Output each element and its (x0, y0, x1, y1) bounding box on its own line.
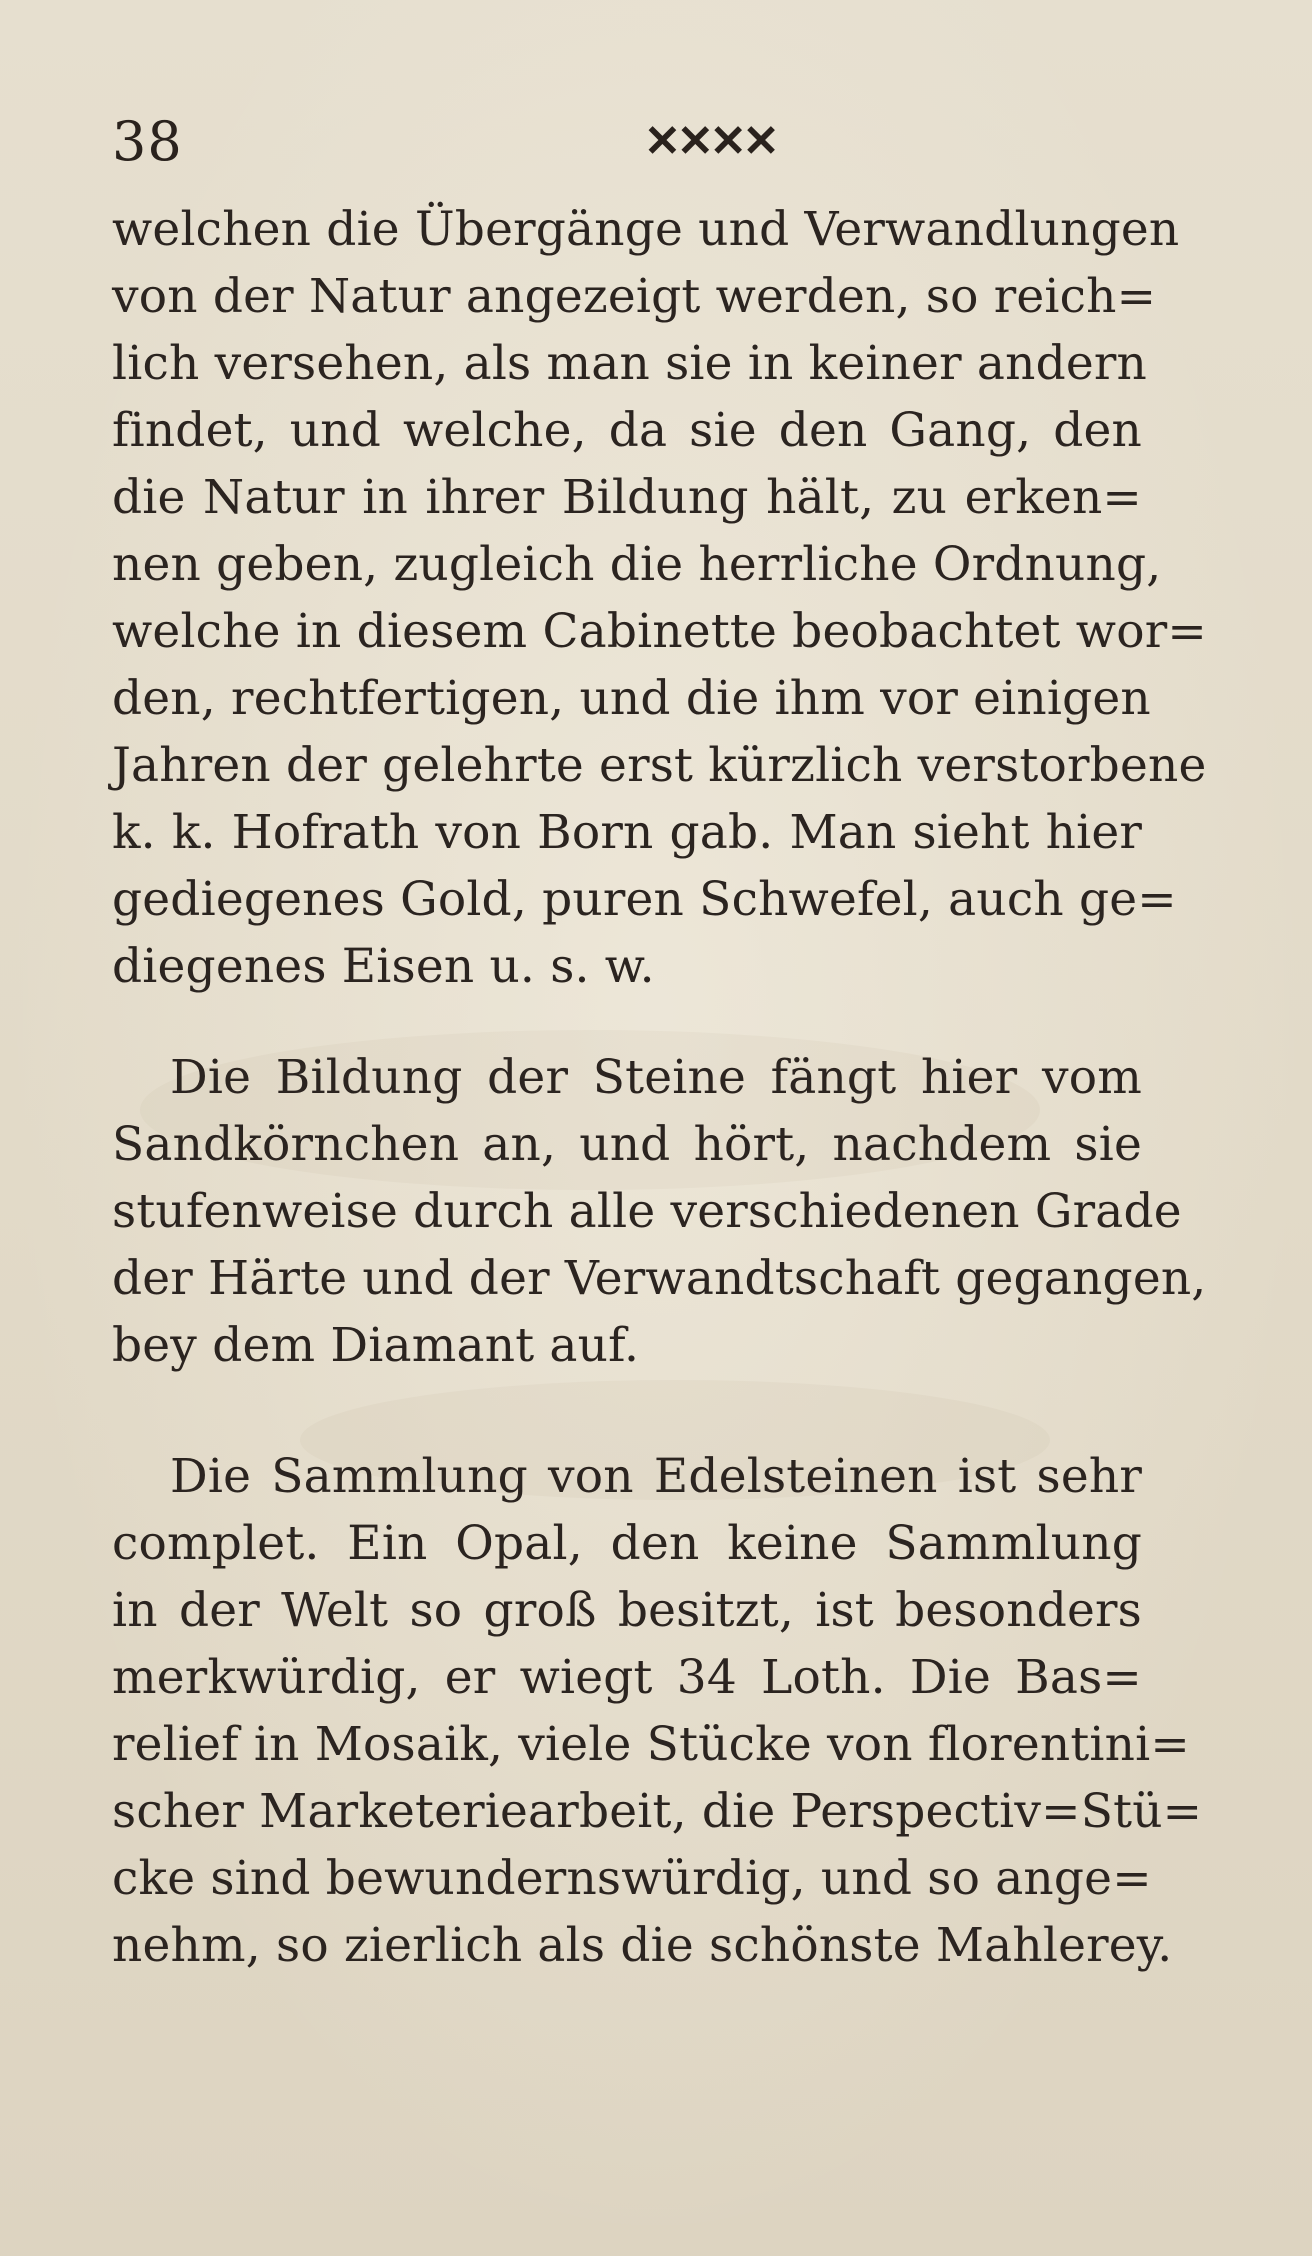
text-line: der Härte und der Verwandtschaft gegangen, (112, 1251, 1207, 1306)
text-line: welchen die Übergänge und Verwandlungen (112, 202, 1180, 257)
text-line: scher Marketeriearbeit, die Perspectiv=Stü= (112, 1784, 1203, 1839)
text-line: diegenes Eisen u. s. w. (112, 939, 655, 994)
text-line: cke sind bewundernswürdig, und so ange= (112, 1851, 1152, 1906)
text-line: findet, und welche, da sie den Gang, den (112, 403, 1142, 458)
page-number: 38 (112, 110, 183, 173)
text-line: relief in Mosaik, viele Stücke von florentini= (112, 1717, 1190, 1772)
header-ornament: ✕✕✕✕ (644, 116, 776, 167)
text-line: bey dem Diamant auf. (112, 1318, 640, 1373)
text-line: den, rechtfertigen, und die ihm vor einigen (112, 671, 1151, 726)
page-header (112, 110, 1200, 180)
text-line: Die Bildung der Steine fängt hier vom (170, 1050, 1142, 1105)
text-line: Sandkörnchen an, und hört, nachdem sie (112, 1117, 1142, 1172)
paragraph-2 (112, 1044, 1207, 1379)
text-line: von der Natur angezeigt werden, so reich= (112, 269, 1157, 324)
text-line: nehm, so zierlich als die schönste Mahlerey. (112, 1918, 1173, 1973)
text-line: complet. Ein Opal, den keine Sammlung (112, 1516, 1142, 1571)
paragraph-1 (112, 196, 1207, 1000)
text-line: nen geben, zugleich die herrliche Ordnung, (112, 537, 1162, 592)
text-line: Die Sammlung von Edelsteinen ist sehr (170, 1449, 1142, 1504)
text-line: k. k. Hofrath von Born gab. Man sieht hier (112, 805, 1142, 860)
text-line: die Natur in ihrer Bildung hält, zu erken= (112, 470, 1142, 525)
text-line: in der Welt so groß besitzt, ist besonders (112, 1583, 1142, 1638)
text-line: merkwürdig, er wiegt 34 Loth. Die Bas= (112, 1650, 1142, 1705)
text-line: Jahren der gelehrte erst kürzlich verstorbene (112, 738, 1207, 793)
text-line: welche in diesem Cabinette beobachtet wor= (112, 604, 1207, 659)
paragraph-3 (112, 1443, 1203, 1979)
text-line: lich versehen, als man sie in keiner andern (112, 336, 1148, 391)
text-line: stufenweise durch alle verschiedenen Grade (112, 1184, 1182, 1239)
text-line: gediegenes Gold, puren Schwefel, auch ge= (112, 872, 1177, 927)
